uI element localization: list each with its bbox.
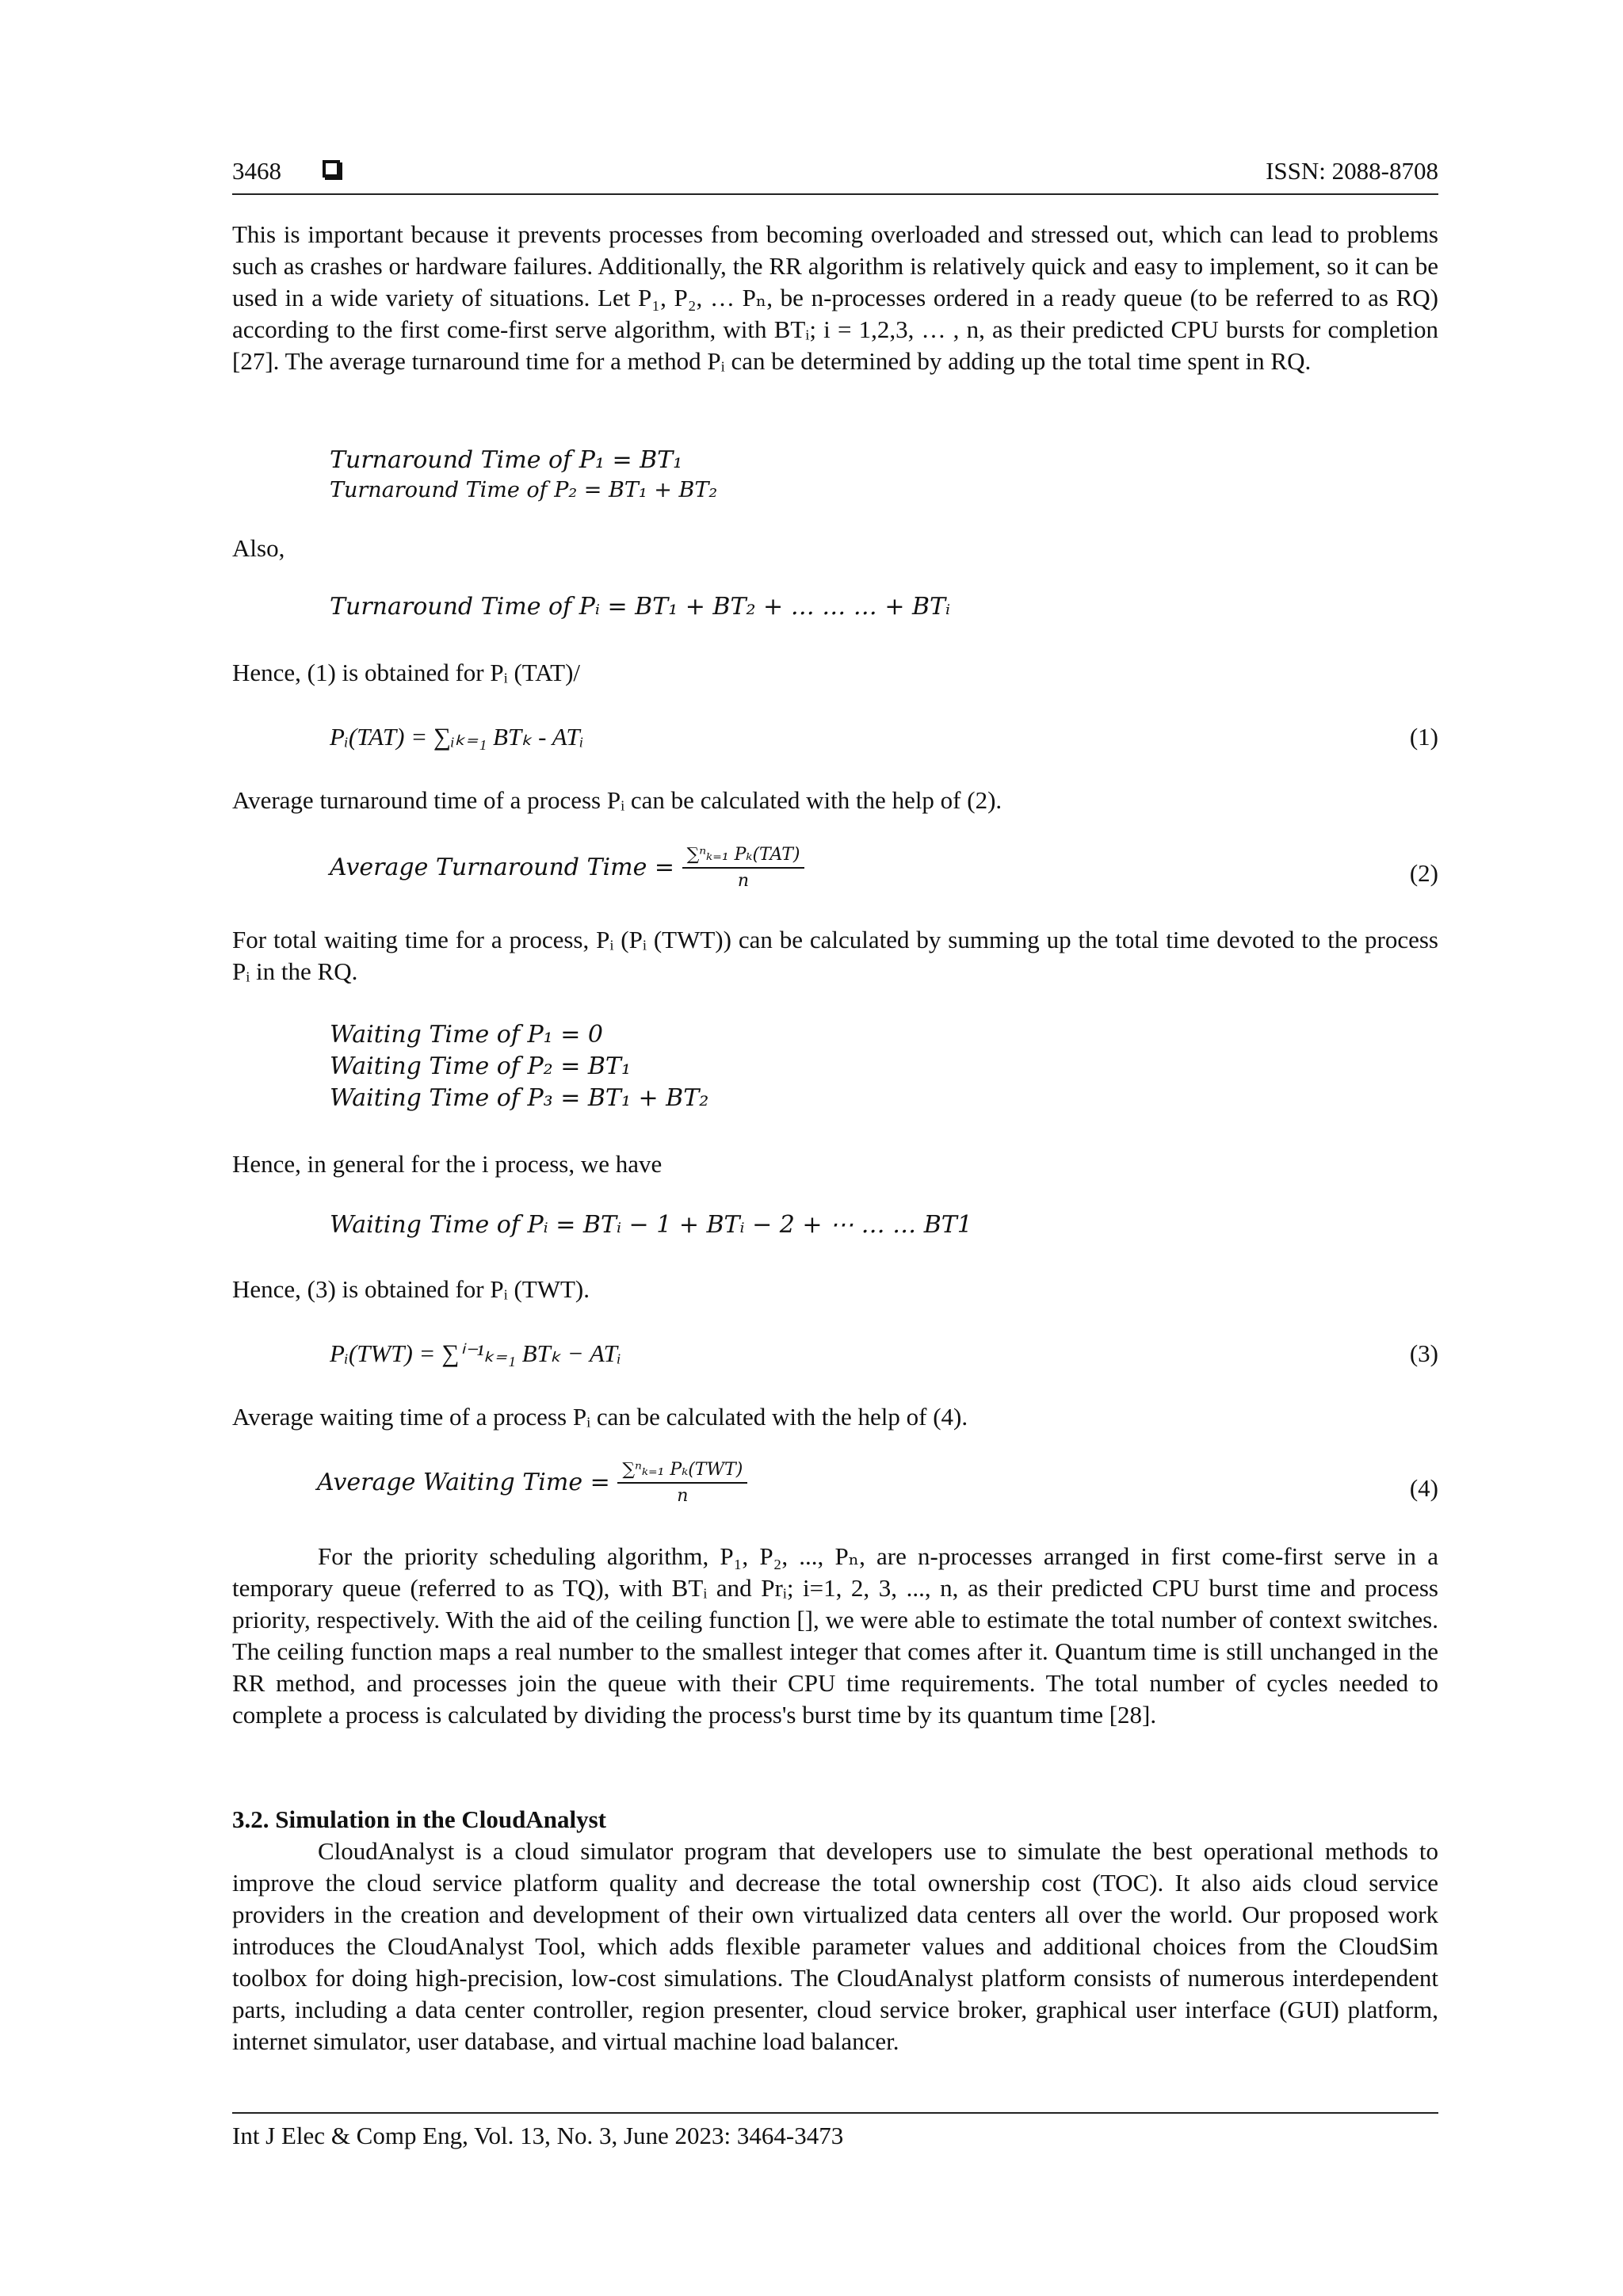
- equation-tat-p2: Turnaround Time of P₂ = BT₁ + BT₂: [330, 478, 718, 502]
- equation-4: [317, 1458, 747, 1509]
- equation-number-1: (1): [1409, 723, 1438, 751]
- equation-2-numerator: ∑ⁿₖ₌₁ Pₖ(TAT): [682, 843, 805, 869]
- issn-label: ISSN: 2088-8708: [1266, 157, 1438, 185]
- equation-tat-p1: Turnaround Time of P₁ = BT₁: [330, 446, 683, 474]
- paragraph-avg-tat-intro: Average turnaround time of a process Pᵢ can be calculated with the help of (2).: [232, 786, 1002, 814]
- paragraph-hence-3: Hence, (3) is obtained for Pᵢ (TWT).: [232, 1275, 590, 1303]
- equation-wt-p3: Waiting Time of P₃ = BT₁ + BT₂: [330, 1084, 709, 1112]
- equation-wt-pi: Waiting Time of Pᵢ = BTᵢ − 1 + BTᵢ − 2 + ⋯ … … BT1: [330, 1211, 972, 1239]
- equation-2: [330, 843, 804, 894]
- page-header: [232, 152, 1438, 195]
- paragraph-rr-intro: This is important because it prevents processes from becoming overloaded and stressed out, which can lead to problems such as crashes or hardware failures. Additionally, the RR algorithm is relatively quick and easy to implement, so it can be used in a wide variety of situations. Let P₁, P₂, … Pₙ, be n-processes ordered in a ready queue (to be referred to as RQ) according to the first come-first serve algorithm, with BTᵢ; i = 1,2,3, … , n, as their predicted CPU bursts for completion [27]. The average turnaround time for a method Pᵢ can be determined by adding up the total time spent in RQ.: [232, 220, 1438, 375]
- equation-tat-pi: Turnaround Time of Pᵢ = BT₁ + BT₂ + … … … + BTᵢ: [330, 593, 951, 621]
- paragraph-hence-general: Hence, in general for the i process, we have: [232, 1150, 663, 1178]
- equation-4-denominator: n: [677, 1486, 689, 1506]
- equation-3: Pᵢ(TWT) = ∑ⁱ⁻¹ₖ₌₁ BTₖ − ATᵢ: [330, 1339, 621, 1367]
- page-number: 3468: [232, 157, 281, 185]
- equation-2-lhs: Average Turnaround Time =: [330, 854, 675, 881]
- page-footer: Int J Elec & Comp Eng, Vol. 13, No. 3, June 2023: 3464-3473: [232, 2112, 1438, 2152]
- equation-2-denominator: n: [737, 871, 750, 891]
- equation-4-fraction: [617, 1458, 747, 1509]
- equation-2-fraction: [682, 843, 805, 894]
- equation-number-4: (4): [1409, 1474, 1438, 1502]
- paragraph-twt-intro: For total waiting time for a process, Pᵢ (Pᵢ (TWT)) can be calculated by summing up the total time devoted to the process Pᵢ in the RQ.: [232, 926, 1438, 985]
- paragraph-also: Also,: [232, 534, 285, 562]
- equation-wt-p1: Waiting Time of P₁ = 0: [330, 1021, 603, 1049]
- equation-4-numerator: ∑ⁿₖ₌₁ Pₖ(TWT): [617, 1458, 747, 1484]
- paragraph-avg-wt-intro: Average waiting time of a process Pᵢ can be calculated with the help of (4).: [232, 1403, 968, 1431]
- equation-number-3: (3): [1409, 1339, 1438, 1367]
- paragraph-hence-1: Hence, (1) is obtained for Pᵢ (TAT)/: [232, 659, 581, 686]
- equation-wt-p2: Waiting Time of P₂ = BT₁: [330, 1052, 631, 1080]
- equation-4-lhs: Average Waiting Time =: [317, 1469, 610, 1496]
- paragraph-cloudanalyst: CloudAnalyst is a cloud simulator program that developers use to simulate the best operational methods to improve the cloud service platform quality and decrease the total ownership cost (TOC). It also aids cloud service providers in the creation and development of their own virtualized data centers all over the world. Our proposed work introduces the CloudAnalyst Tool, which adds flexible parameter values and additional choices from the CloudSim toolbox for doing high-precision, low-cost simulations. The CloudAnalyst platform consists of numerous interdependent parts, including a data center controller, region presenter, cloud service broker, graphical user interface (GUI) platform, internet simulator, user database, and virtual machine load balancer.: [232, 1837, 1438, 2055]
- equation-number-2: (2): [1409, 859, 1438, 887]
- equation-1: Pᵢ(TAT) = ∑ᵢₖ₌₁ BTₖ - ATᵢ: [330, 723, 584, 751]
- square-bullet-icon: [323, 160, 340, 178]
- paragraph-priority: For the priority scheduling algorithm, P₁, P₂, ..., Pₙ, are n-processes arranged in first come-first serve in a temporary queue (referred to as TQ), with BTᵢ and Prᵢ; i=1, 2, 3, ..., n, as their predicted CPU burst time and process priority, respectively. With the aid of the ceiling function [], we were able to estimate the total number of context switches. The ceiling function maps a real number to the smallest integer that comes after it. Quantum time is still unchanged in the RR method, and processes join the queue with their CPU time requirements. The total number of cycles needed to complete a process is calculated by dividing the process's burst time by its quantum time [28].: [232, 1542, 1438, 1729]
- section-heading: 3.2. Simulation in the CloudAnalyst: [232, 1805, 606, 1833]
